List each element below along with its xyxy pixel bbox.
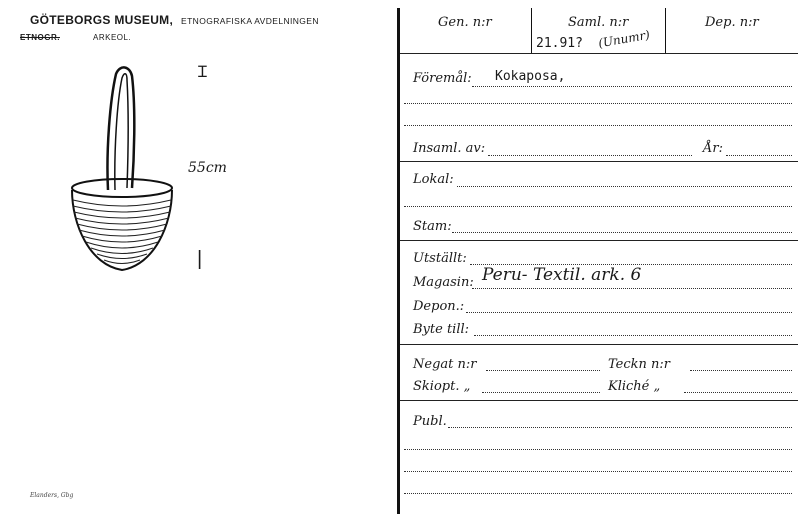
storage-label: Magasin: — [413, 275, 474, 290]
section-rule-3 — [400, 344, 798, 345]
collected-by-label: Insaml. av: — [413, 141, 486, 156]
section-rule-1 — [400, 161, 798, 162]
object-line-2 — [404, 103, 792, 104]
cliche-line — [684, 392, 792, 393]
publication-line-2 — [404, 449, 792, 450]
object-label: Föremål: — [413, 71, 472, 86]
cliche-label: Kliché „ — [608, 379, 661, 394]
saml-number-note: (Unumr) — [597, 27, 651, 51]
publication-label: Publ. — [413, 414, 447, 429]
gen-number-label: Gen. n:r — [438, 15, 492, 30]
slide-line — [482, 392, 600, 393]
year-label: År: — [703, 141, 723, 156]
object-value: Kokaposa, — [495, 69, 566, 84]
exchange-label: Byte till: — [413, 322, 470, 337]
exchange-line — [474, 335, 792, 336]
storage-value: Peru- Textil. ark. 6 — [482, 265, 642, 285]
museum-name: GÖTEBORGS MUSEUM, — [30, 13, 174, 27]
basket-drawing — [60, 60, 190, 280]
publication-line — [448, 427, 792, 428]
department-name: ETNOGRAFISKA AVDELNINGEN — [181, 16, 319, 26]
tribe-label: Stam: — [413, 219, 452, 234]
drawing-number-label: Teckn n:r — [608, 357, 670, 372]
publication-line-3 — [404, 471, 792, 472]
printer-imprint: Elanders, Gbg — [30, 492, 74, 499]
slide-label: Skiopt. „ — [413, 379, 471, 394]
section-rule-2 — [400, 240, 798, 241]
negative-number-line — [486, 370, 600, 371]
year-line — [726, 155, 792, 156]
deposit-line — [466, 312, 792, 313]
tribe-line — [452, 232, 792, 233]
section-tag: ARKEOL. — [93, 33, 132, 42]
storage-line — [472, 288, 792, 289]
exhibited-label: Utställt: — [413, 251, 467, 266]
locality-line-2 — [404, 206, 792, 207]
top-measure-mark: Ɪ — [198, 64, 207, 81]
section-rule-4 — [400, 400, 798, 401]
publication-line-4 — [404, 493, 792, 494]
header-divider-1 — [531, 8, 532, 53]
collected-by-line — [488, 155, 692, 156]
card-divider — [397, 8, 400, 514]
header-divider-2 — [665, 8, 666, 53]
locality-line — [457, 186, 792, 187]
header-rule — [400, 53, 798, 54]
locality-label: Lokal: — [413, 172, 454, 187]
drawing-number-line — [690, 370, 792, 371]
object-line — [472, 86, 792, 87]
saml-number-label: Saml. n:r — [568, 15, 629, 30]
negative-number-label: Negat n:r — [413, 357, 477, 372]
bottom-measure-mark: | — [197, 248, 203, 270]
deposit-label: Depon.: — [413, 299, 465, 314]
object-line-3 — [404, 125, 792, 126]
dep-number-label: Dep. n:r — [705, 15, 759, 30]
height-measurement: 55cm — [188, 160, 227, 176]
struck-section-tag: ETNOGR. — [20, 33, 60, 42]
saml-number-value: 21.91? — [536, 36, 583, 51]
